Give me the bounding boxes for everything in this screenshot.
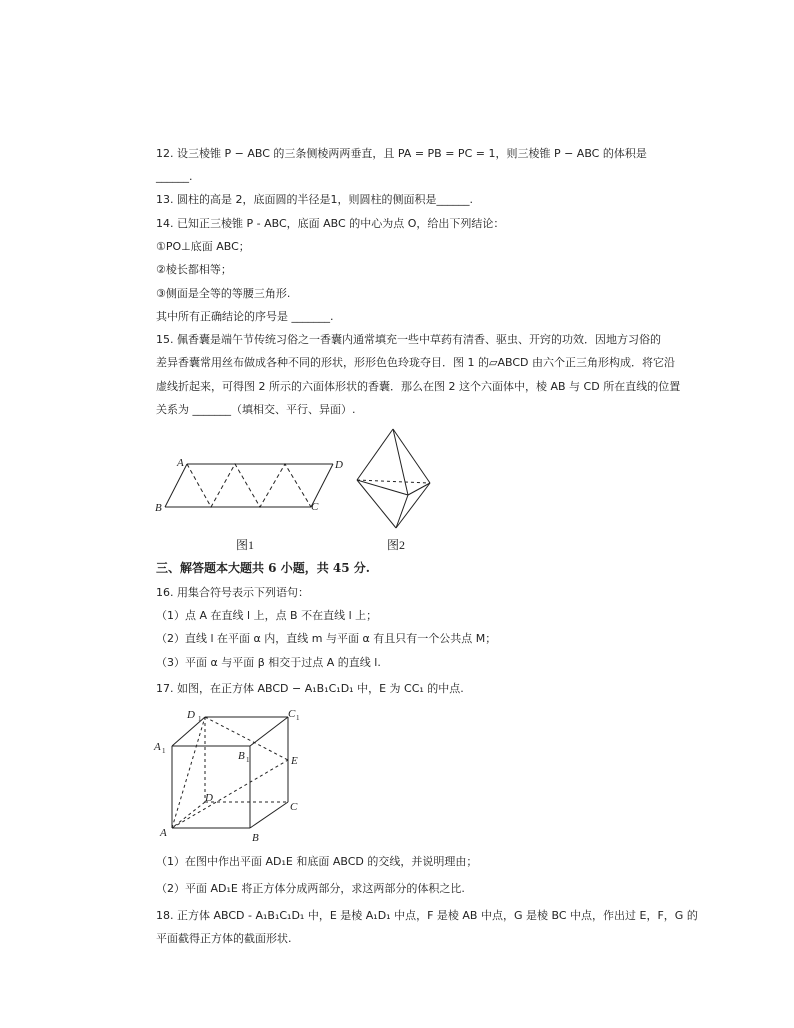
figure-1-parallelogram [150,450,350,520]
svg-text:1: 1 [296,714,300,722]
figure-cube [150,700,310,848]
cube-label-d1: D [187,709,195,721]
cube-label-c1: C [288,708,296,720]
q17-part2: （2）平面 AD₁E 将正方体分成两部分，求这两部分的体积之比. [156,882,465,895]
cube-label-d: D [205,792,213,804]
q15-line2: 差异香囊常用丝布做成各种不同的形状，形形色色玲珑夺目．图 1 的▱ABCD 由六个正三角形构成．将它沿 [156,356,675,369]
q18-line1: 18. 正方体 ABCD - A₁B₁C₁D₁ 中，E 是棱 A₁D₁ 中点，F 是棱 AB 中点，G 是棱 BC 中点，作出过 E，F，G 的 [156,909,698,922]
q14-statement-3: ③侧面是全等的等腰三角形. [156,287,291,300]
q15-line1: 15. 佩香囊是端午节传统习俗之一香囊内通常填充一些中草药有清香、驱虫、开窍的功效．因地方习俗的 [156,333,661,346]
cube-label-b: B [252,832,259,844]
figure-1-caption: 图1 [236,538,255,552]
q13-line1: 13. 圆柱的高是 2，底面圆的半径是1，则圆柱的侧面积是______. [156,193,473,206]
q14-answer-line: 其中所有正确结论的序号是 _______. [156,310,334,323]
q16-part2: （2）直线 l 在平面 α 内，直线 m 与平面 α 有且只有一个公共点 M； [156,632,497,645]
svg-text:1: 1 [198,715,202,723]
q16-line1: 16. 用集合符号表示下列语句： [156,586,309,599]
q15-line4: 关系为 _______（填相交、平行、异面）. [156,403,356,416]
q15-line3: 虚线折起来，可得图 2 所示的六面体形状的香囊．那么在图 2 这个六面体中，棱 AB 与 CD 所在直线的位置 [156,380,681,393]
q16-part3: （3）平面 α 与平面 β 相交于过点 A 的直线 l. [156,656,381,669]
cube-label-a: A [160,827,167,839]
cube-label-c: C [290,801,298,813]
fig1-label-d: D [335,459,343,471]
figure-2-hexahedron [350,424,440,534]
q18-line2: 平面截得正方体的截面形状. [156,932,292,945]
q17-part1: （1）在图中作出平面 AD₁E 和底面 ABCD 的交线，并说明理由； [156,855,478,868]
q12-answer-blank: ______. [156,170,193,183]
section-3-heading: 三、解答题本大题共 6 小题，共 45 分. [156,561,370,575]
q17-line1: 17. 如图，在正方体 ABCD − A₁B₁C₁D₁ 中，E 为 CC₁ 的中点. [156,682,464,695]
fig1-label-a: A [177,457,184,469]
fig1-label-b: B [155,502,162,514]
fig1-label-c: C [311,501,319,513]
q14-statement-1: ①PO⊥底面 ABC； [156,240,250,253]
cube-label-e: E [291,755,298,767]
q14-line1: 14. 已知正三棱锥 P - ABC，底面 ABC 的中心为点 O，给出下列结论： [156,217,505,230]
svg-text:1: 1 [162,747,166,755]
cube-label-b1: B [238,750,245,762]
svg-text:1: 1 [246,756,250,764]
figure-2-caption: 图2 [387,538,406,552]
q12-line1: 12. 设三棱锥 P − ABC 的三条侧棱两两垂直，且 PA = PB = PC = 1，则三棱锥 P − ABC 的体积是 [156,147,647,160]
cube-label-a1: A [154,741,161,753]
q16-part1: （1）点 A 在直线 l 上，点 B 不在直线 l 上； [156,609,378,622]
q14-statement-2: ②棱长都相等； [156,263,232,276]
